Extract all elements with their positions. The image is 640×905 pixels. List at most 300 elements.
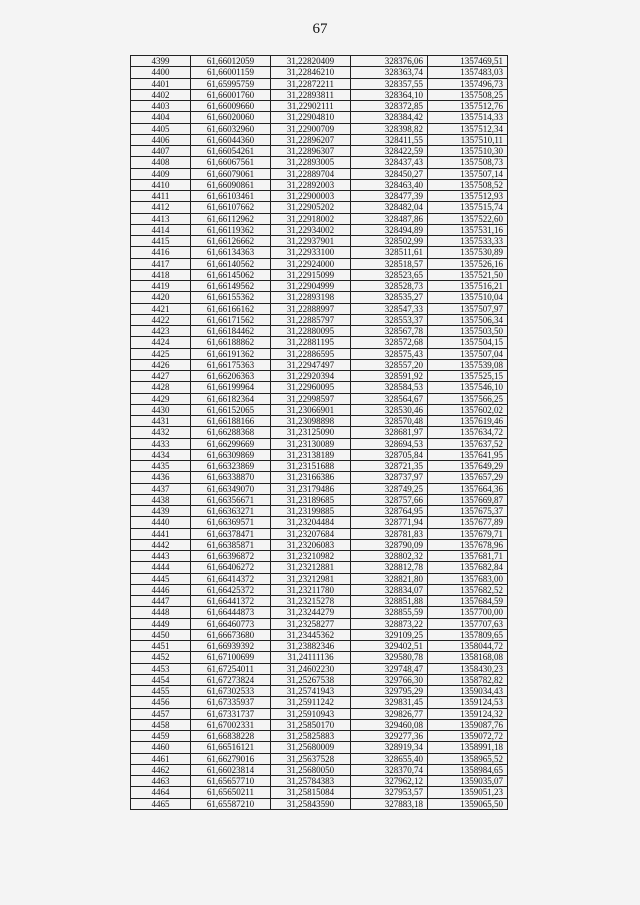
latitude-cell: 61,66356671 [191, 494, 271, 505]
latitude-cell: 61,66182364 [191, 393, 271, 404]
latitude-cell: 61,66378471 [191, 528, 271, 539]
table-row [131, 596, 508, 607]
table-row [131, 337, 508, 348]
y-coordinate-cell: 1357530,89 [428, 247, 508, 258]
longitude-cell: 31,22896307 [271, 146, 351, 157]
y-coordinate-cell: 1357512,93 [428, 191, 508, 202]
x-coordinate-cell: 328873,22 [351, 618, 428, 629]
table-row [131, 382, 508, 393]
table-row [131, 539, 508, 550]
longitude-cell: 31,25843590 [271, 798, 351, 809]
table-row [131, 281, 508, 292]
latitude-cell: 61,66444873 [191, 607, 271, 618]
y-coordinate-cell: 1359035,07 [428, 776, 508, 787]
longitude-cell: 31,22893198 [271, 292, 351, 303]
point-number-cell: 4421 [131, 303, 191, 314]
point-number-cell: 4441 [131, 528, 191, 539]
y-coordinate-cell: 1357516,21 [428, 281, 508, 292]
point-number-cell: 4456 [131, 697, 191, 708]
table-row [131, 292, 508, 303]
point-number-cell: 4453 [131, 663, 191, 674]
y-coordinate-cell: 1357531,16 [428, 224, 508, 235]
latitude-cell: 61,66939392 [191, 641, 271, 652]
longitude-cell: 31,22886595 [271, 348, 351, 359]
latitude-cell: 61,66406272 [191, 562, 271, 573]
y-coordinate-cell: 1357657,29 [428, 472, 508, 483]
point-number-cell: 4452 [131, 652, 191, 663]
x-coordinate-cell: 328834,07 [351, 584, 428, 595]
x-coordinate-cell: 328535,27 [351, 292, 428, 303]
latitude-cell: 61,66199964 [191, 382, 271, 393]
table-row [131, 168, 508, 179]
longitude-cell: 31,24111136 [271, 652, 351, 663]
table-row [131, 191, 508, 202]
longitude-cell: 31,22934002 [271, 224, 351, 235]
latitude-cell: 61,66175363 [191, 359, 271, 370]
table-row [131, 179, 508, 190]
x-coordinate-cell: 328357,55 [351, 78, 428, 89]
longitude-cell: 31,22904999 [271, 281, 351, 292]
longitude-cell: 31,22888997 [271, 303, 351, 314]
x-coordinate-cell: 328477,39 [351, 191, 428, 202]
y-coordinate-cell: 1358044,72 [428, 641, 508, 652]
point-number-cell: 4422 [131, 314, 191, 325]
table-row [131, 686, 508, 697]
table-row [131, 112, 508, 123]
x-coordinate-cell: 328737,97 [351, 472, 428, 483]
x-coordinate-cell: 328781,83 [351, 528, 428, 539]
table-row [131, 89, 508, 100]
latitude-cell: 61,66460773 [191, 618, 271, 629]
x-coordinate-cell: 328771,94 [351, 517, 428, 528]
point-number-cell: 4423 [131, 326, 191, 337]
longitude-cell: 31,23210982 [271, 551, 351, 562]
longitude-cell: 31,25825883 [271, 731, 351, 742]
longitude-cell: 31,22846210 [271, 67, 351, 78]
table-row [131, 157, 508, 168]
x-coordinate-cell: 327962,12 [351, 776, 428, 787]
point-number-cell: 4448 [131, 607, 191, 618]
x-coordinate-cell: 328411,55 [351, 134, 428, 145]
y-coordinate-cell: 1357669,87 [428, 494, 508, 505]
point-number-cell: 4430 [131, 404, 191, 415]
latitude-cell: 61,66184462 [191, 326, 271, 337]
y-coordinate-cell: 1359051,23 [428, 787, 508, 798]
longitude-cell: 31,22918002 [271, 213, 351, 224]
y-coordinate-cell: 1357483,03 [428, 67, 508, 78]
point-number-cell: 4425 [131, 348, 191, 359]
page-number: 67 [312, 21, 328, 37]
longitude-cell: 31,22896207 [271, 134, 351, 145]
longitude-cell: 31,23206083 [271, 539, 351, 550]
longitude-cell: 31,22920394 [271, 371, 351, 382]
point-number-cell: 4417 [131, 258, 191, 269]
latitude-cell: 61,66425372 [191, 584, 271, 595]
table-row [131, 326, 508, 337]
x-coordinate-cell: 329795,29 [351, 686, 428, 697]
x-coordinate-cell: 328851,88 [351, 596, 428, 607]
longitude-cell: 31,22924000 [271, 258, 351, 269]
point-number-cell: 4449 [131, 618, 191, 629]
y-coordinate-cell: 1357510,30 [428, 146, 508, 157]
table-row [131, 461, 508, 472]
latitude-cell: 61,66309869 [191, 449, 271, 460]
latitude-cell: 61,66363271 [191, 506, 271, 517]
latitude-cell: 61,66145062 [191, 269, 271, 280]
coordinates-table-body [131, 56, 508, 810]
latitude-cell: 61,66188862 [191, 337, 271, 348]
table-row [131, 213, 508, 224]
longitude-cell: 31,23138189 [271, 449, 351, 460]
longitude-cell: 31,25680009 [271, 742, 351, 753]
y-coordinate-cell: 1357533,33 [428, 236, 508, 247]
x-coordinate-cell: 328384,42 [351, 112, 428, 123]
latitude-cell: 61,66140562 [191, 258, 271, 269]
point-number-cell: 4433 [131, 438, 191, 449]
point-number-cell: 4420 [131, 292, 191, 303]
y-coordinate-cell: 1357507,04 [428, 348, 508, 359]
y-coordinate-cell: 1357809,65 [428, 629, 508, 640]
latitude-cell: 61,66126662 [191, 236, 271, 247]
x-coordinate-cell: 328812,78 [351, 562, 428, 573]
x-coordinate-cell: 328821,80 [351, 573, 428, 584]
longitude-cell: 31,23212981 [271, 573, 351, 584]
longitude-cell: 31,23882346 [271, 641, 351, 652]
table-row [131, 562, 508, 573]
latitude-cell: 61,66369571 [191, 517, 271, 528]
table-row [131, 641, 508, 652]
latitude-cell: 61,66090861 [191, 179, 271, 190]
latitude-cell: 61,66155362 [191, 292, 271, 303]
point-number-cell: 4443 [131, 551, 191, 562]
point-number-cell: 4414 [131, 224, 191, 235]
longitude-cell: 31,23212881 [271, 562, 351, 573]
y-coordinate-cell: 1357504,15 [428, 337, 508, 348]
x-coordinate-cell: 328370,74 [351, 764, 428, 775]
x-coordinate-cell: 328372,85 [351, 101, 428, 112]
longitude-cell: 31,22998597 [271, 393, 351, 404]
x-coordinate-cell: 328463,40 [351, 179, 428, 190]
longitude-cell: 31,22893005 [271, 157, 351, 168]
y-coordinate-cell: 1357507,14 [428, 168, 508, 179]
x-coordinate-cell: 328855,59 [351, 607, 428, 618]
point-number-cell: 4416 [131, 247, 191, 258]
latitude-cell: 61,65657710 [191, 776, 271, 787]
table-row [131, 56, 508, 67]
point-number-cell: 4419 [131, 281, 191, 292]
latitude-cell: 61,66012059 [191, 56, 271, 67]
y-coordinate-cell: 1357515,74 [428, 202, 508, 213]
x-coordinate-cell: 328502,99 [351, 236, 428, 247]
y-coordinate-cell: 1357664,36 [428, 483, 508, 494]
point-number-cell: 4445 [131, 573, 191, 584]
longitude-cell: 31,25637528 [271, 753, 351, 764]
point-number-cell: 4438 [131, 494, 191, 505]
table-row [131, 348, 508, 359]
latitude-cell: 61,66166162 [191, 303, 271, 314]
longitude-cell: 31,25911242 [271, 697, 351, 708]
y-coordinate-cell: 1357514,33 [428, 112, 508, 123]
longitude-cell: 31,25680050 [271, 764, 351, 775]
longitude-cell: 31,23166386 [271, 472, 351, 483]
latitude-cell: 61,65650211 [191, 787, 271, 798]
longitude-cell: 31,23179486 [271, 483, 351, 494]
x-coordinate-cell: 328681,97 [351, 427, 428, 438]
y-coordinate-cell: 1358430,23 [428, 663, 508, 674]
x-coordinate-cell: 328694,53 [351, 438, 428, 449]
longitude-cell: 31,22937901 [271, 236, 351, 247]
latitude-cell: 61,66001760 [191, 89, 271, 100]
y-coordinate-cell: 1359072,72 [428, 731, 508, 742]
longitude-cell: 31,22881195 [271, 337, 351, 348]
y-coordinate-cell: 1357508,73 [428, 157, 508, 168]
x-coordinate-cell: 328530,46 [351, 404, 428, 415]
x-coordinate-cell: 328575,43 [351, 348, 428, 359]
table-row [131, 202, 508, 213]
latitude-cell: 61,66206363 [191, 371, 271, 382]
latitude-cell: 61,66673680 [191, 629, 271, 640]
latitude-cell: 61,66032960 [191, 123, 271, 134]
longitude-cell: 31,23199885 [271, 506, 351, 517]
point-number-cell: 4410 [131, 179, 191, 190]
x-coordinate-cell: 329580,78 [351, 652, 428, 663]
point-number-cell: 4405 [131, 123, 191, 134]
x-coordinate-cell: 328557,20 [351, 359, 428, 370]
y-coordinate-cell: 1357641,95 [428, 449, 508, 460]
x-coordinate-cell: 328572,68 [351, 337, 428, 348]
y-coordinate-cell: 1357503,50 [428, 326, 508, 337]
y-coordinate-cell: 1357508,25 [428, 89, 508, 100]
point-number-cell: 4465 [131, 798, 191, 809]
latitude-cell: 61,66171562 [191, 314, 271, 325]
longitude-cell: 31,25850170 [271, 719, 351, 730]
longitude-cell: 31,23244279 [271, 607, 351, 618]
latitude-cell: 61,67273824 [191, 674, 271, 685]
point-number-cell: 4434 [131, 449, 191, 460]
table-row [131, 731, 508, 742]
point-number-cell: 4404 [131, 112, 191, 123]
latitude-cell: 61,67331737 [191, 708, 271, 719]
point-number-cell: 4427 [131, 371, 191, 382]
point-number-cell: 4435 [131, 461, 191, 472]
point-number-cell: 4401 [131, 78, 191, 89]
y-coordinate-cell: 1357683,00 [428, 573, 508, 584]
longitude-cell: 31,22900709 [271, 123, 351, 134]
x-coordinate-cell: 327883,18 [351, 798, 428, 809]
coordinates-table [130, 55, 508, 810]
latitude-cell: 61,66134363 [191, 247, 271, 258]
latitude-cell: 61,67002331 [191, 719, 271, 730]
longitude-cell: 31,23125090 [271, 427, 351, 438]
y-coordinate-cell: 1357506,34 [428, 314, 508, 325]
x-coordinate-cell: 328584,53 [351, 382, 428, 393]
point-number-cell: 4409 [131, 168, 191, 179]
longitude-cell: 31,22892003 [271, 179, 351, 190]
y-coordinate-cell: 1357521,50 [428, 269, 508, 280]
table-row [131, 416, 508, 427]
point-number-cell: 4444 [131, 562, 191, 573]
point-number-cell: 4440 [131, 517, 191, 528]
y-coordinate-cell: 1357677,89 [428, 517, 508, 528]
table-row [131, 393, 508, 404]
x-coordinate-cell: 328553,37 [351, 314, 428, 325]
y-coordinate-cell: 1357700,00 [428, 607, 508, 618]
y-coordinate-cell: 1357682,52 [428, 584, 508, 595]
y-coordinate-cell: 1359034,43 [428, 686, 508, 697]
point-number-cell: 4406 [131, 134, 191, 145]
point-number-cell: 4461 [131, 753, 191, 764]
y-coordinate-cell: 1357678,96 [428, 539, 508, 550]
y-coordinate-cell: 1357682,84 [428, 562, 508, 573]
longitude-cell: 31,22960095 [271, 382, 351, 393]
point-number-cell: 4437 [131, 483, 191, 494]
point-number-cell: 4429 [131, 393, 191, 404]
y-coordinate-cell: 1357602,02 [428, 404, 508, 415]
longitude-cell: 31,23207684 [271, 528, 351, 539]
y-coordinate-cell: 1357681,71 [428, 551, 508, 562]
point-number-cell: 4446 [131, 584, 191, 595]
y-coordinate-cell: 1357512,34 [428, 123, 508, 134]
longitude-cell: 31,23258277 [271, 618, 351, 629]
y-coordinate-cell: 1358965,52 [428, 753, 508, 764]
x-coordinate-cell: 329460,08 [351, 719, 428, 730]
x-coordinate-cell: 328482,04 [351, 202, 428, 213]
latitude-cell: 61,66414372 [191, 573, 271, 584]
table-row [131, 742, 508, 753]
x-coordinate-cell: 328764,95 [351, 506, 428, 517]
table-row [131, 776, 508, 787]
table-row [131, 427, 508, 438]
y-coordinate-cell: 1358991,18 [428, 742, 508, 753]
table-row [131, 78, 508, 89]
x-coordinate-cell: 329766,30 [351, 674, 428, 685]
longitude-cell: 31,22900003 [271, 191, 351, 202]
longitude-cell: 31,23204484 [271, 517, 351, 528]
x-coordinate-cell: 328919,34 [351, 742, 428, 753]
longitude-cell: 31,23211780 [271, 584, 351, 595]
point-number-cell: 4458 [131, 719, 191, 730]
latitude-cell: 61,65587210 [191, 798, 271, 809]
longitude-cell: 31,23130089 [271, 438, 351, 449]
latitude-cell: 61,66119362 [191, 224, 271, 235]
y-coordinate-cell: 1359124,32 [428, 708, 508, 719]
table-row [131, 674, 508, 685]
y-coordinate-cell: 1357566,25 [428, 393, 508, 404]
longitude-cell: 31,22889704 [271, 168, 351, 179]
point-number-cell: 4426 [131, 359, 191, 370]
latitude-cell: 61,66349070 [191, 483, 271, 494]
point-number-cell: 4454 [131, 674, 191, 685]
x-coordinate-cell: 328437,43 [351, 157, 428, 168]
point-number-cell: 4464 [131, 787, 191, 798]
table-row [131, 449, 508, 460]
latitude-cell: 61,67100699 [191, 652, 271, 663]
table-row [131, 123, 508, 134]
longitude-cell: 31,23066901 [271, 404, 351, 415]
x-coordinate-cell: 328802,32 [351, 551, 428, 562]
latitude-cell: 61,66001159 [191, 67, 271, 78]
latitude-cell: 61,65995759 [191, 78, 271, 89]
table-row [131, 146, 508, 157]
latitude-cell: 61,66103461 [191, 191, 271, 202]
point-number-cell: 4403 [131, 101, 191, 112]
latitude-cell: 61,66009660 [191, 101, 271, 112]
longitude-cell: 31,22872211 [271, 78, 351, 89]
x-coordinate-cell: 328655,40 [351, 753, 428, 764]
point-number-cell: 4450 [131, 629, 191, 640]
longitude-cell: 31,25784383 [271, 776, 351, 787]
x-coordinate-cell: 328487,86 [351, 213, 428, 224]
point-number-cell: 4431 [131, 416, 191, 427]
longitude-cell: 31,22893811 [271, 89, 351, 100]
table-row [131, 236, 508, 247]
point-number-cell: 4462 [131, 764, 191, 775]
table-row [131, 303, 508, 314]
y-coordinate-cell: 1357707,63 [428, 618, 508, 629]
point-number-cell: 4428 [131, 382, 191, 393]
point-number-cell: 4436 [131, 472, 191, 483]
y-coordinate-cell: 1357510,04 [428, 292, 508, 303]
y-coordinate-cell: 1357684,59 [428, 596, 508, 607]
point-number-cell: 4447 [131, 596, 191, 607]
longitude-cell: 31,23189685 [271, 494, 351, 505]
table-row [131, 494, 508, 505]
point-number-cell: 4412 [131, 202, 191, 213]
y-coordinate-cell: 1357679,71 [428, 528, 508, 539]
point-number-cell: 4424 [131, 337, 191, 348]
x-coordinate-cell: 328757,66 [351, 494, 428, 505]
y-coordinate-cell: 1357469,51 [428, 56, 508, 67]
x-coordinate-cell: 328398,82 [351, 123, 428, 134]
latitude-cell: 61,66838228 [191, 731, 271, 742]
longitude-cell: 31,24602230 [271, 663, 351, 674]
x-coordinate-cell: 328790,09 [351, 539, 428, 550]
y-coordinate-cell: 1357525,15 [428, 371, 508, 382]
x-coordinate-cell: 328721,35 [351, 461, 428, 472]
longitude-cell: 31,25815084 [271, 787, 351, 798]
point-number-cell: 4451 [131, 641, 191, 652]
point-number-cell: 4413 [131, 213, 191, 224]
x-coordinate-cell: 328422,59 [351, 146, 428, 157]
x-coordinate-cell: 328518,57 [351, 258, 428, 269]
latitude-cell: 61,66020060 [191, 112, 271, 123]
latitude-cell: 61,66385871 [191, 539, 271, 550]
y-coordinate-cell: 1358984,65 [428, 764, 508, 775]
x-coordinate-cell: 327953,57 [351, 787, 428, 798]
y-coordinate-cell: 1357619,46 [428, 416, 508, 427]
y-coordinate-cell: 1357522,60 [428, 213, 508, 224]
longitude-cell: 31,25267538 [271, 674, 351, 685]
latitude-cell: 61,66112962 [191, 213, 271, 224]
y-coordinate-cell: 1359087,76 [428, 719, 508, 730]
latitude-cell: 61,66279016 [191, 753, 271, 764]
point-number-cell: 4459 [131, 731, 191, 742]
x-coordinate-cell: 328364,10 [351, 89, 428, 100]
table-row [131, 404, 508, 415]
point-number-cell: 4418 [131, 269, 191, 280]
point-number-cell: 4455 [131, 686, 191, 697]
x-coordinate-cell: 328564,67 [351, 393, 428, 404]
y-coordinate-cell: 1358782,82 [428, 674, 508, 685]
table-row [131, 67, 508, 78]
latitude-cell: 61,66288368 [191, 427, 271, 438]
y-coordinate-cell: 1359124,53 [428, 697, 508, 708]
x-coordinate-cell: 328570,48 [351, 416, 428, 427]
table-row [131, 269, 508, 280]
table-row [131, 663, 508, 674]
latitude-cell: 61,67254011 [191, 663, 271, 674]
x-coordinate-cell: 329826,77 [351, 708, 428, 719]
